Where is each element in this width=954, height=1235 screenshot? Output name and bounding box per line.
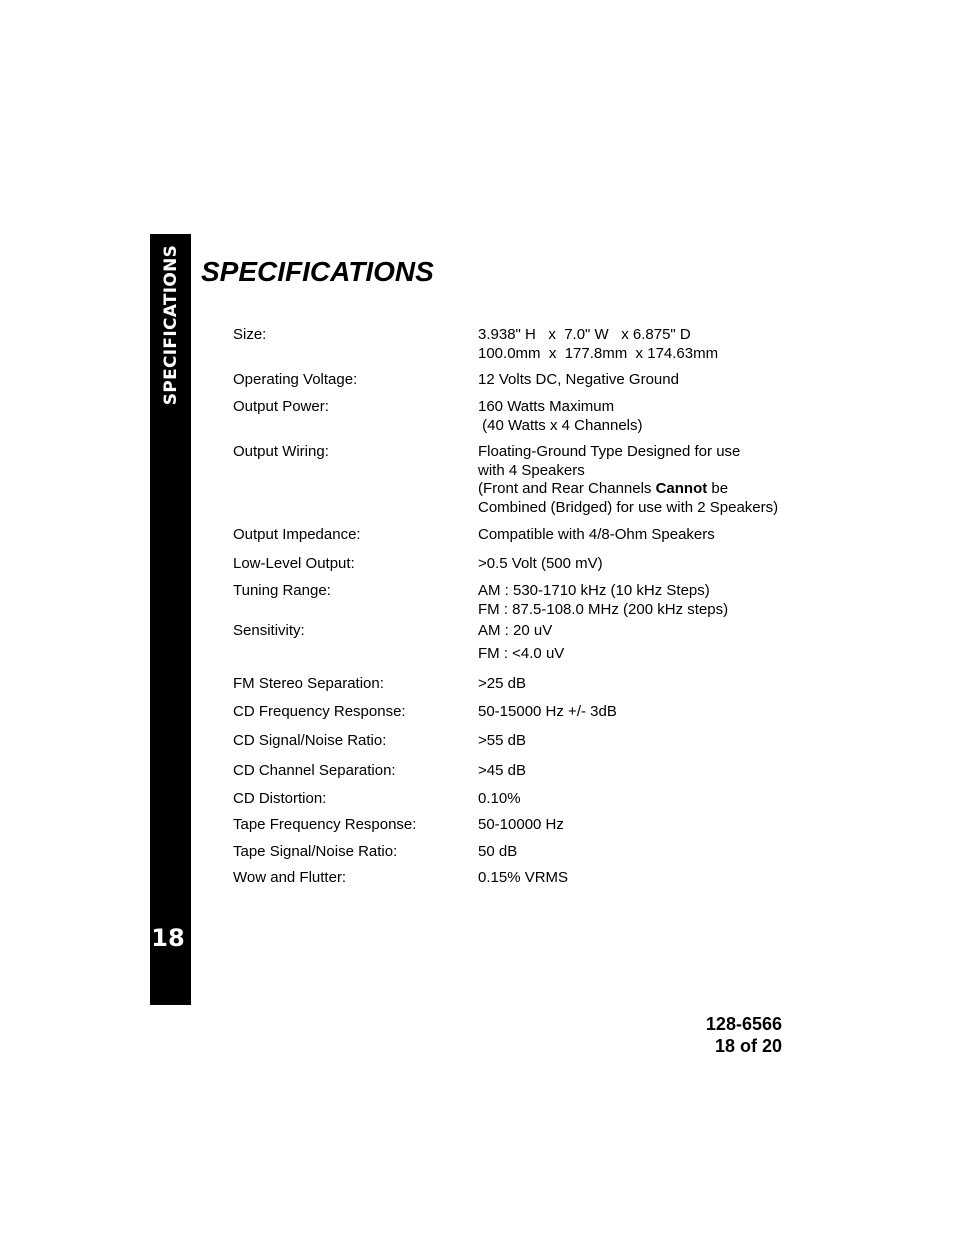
spec-label: Output Impedance:	[233, 526, 361, 543]
spec-value-line: 50-10000 Hz	[478, 816, 564, 833]
spec-value	[478, 732, 838, 751]
spec-label: Wow and Flutter:	[233, 869, 347, 886]
spec-value-fragment: be	[707, 480, 729, 497]
spec-label: Tape Signal/Noise Ratio:	[233, 843, 398, 860]
spec-value-line: Combined (Bridged) for use with 2 Speakers)	[478, 498, 779, 516]
spec-value	[478, 398, 838, 435]
side-tab-label-wrap	[154, 244, 188, 406]
side-tab-label: SPECIFICATIONS	[161, 244, 182, 406]
spec-value	[478, 555, 838, 574]
spec-value	[478, 326, 838, 363]
spec-value	[478, 816, 838, 835]
spec-value-line: FM : 87.5-108.0 MHz (200 kHz steps)	[478, 600, 729, 618]
spec-label: Size:	[233, 326, 267, 343]
spec-label: CD Channel Separation:	[233, 762, 396, 779]
spec-value	[478, 703, 838, 722]
spec-value-line: 0.15% VRMS	[478, 869, 569, 886]
spec-value	[478, 622, 838, 641]
spec-value-emphasis: Cannot	[655, 480, 708, 497]
spec-value	[478, 675, 838, 694]
spec-label: Tape Frequency Response:	[233, 816, 417, 833]
spec-value-line: Floating-Ground Type Designed for use	[478, 443, 741, 460]
spec-value	[478, 869, 838, 888]
spec-label: CD Distortion:	[233, 790, 327, 807]
spec-label: Sensitivity:	[233, 622, 305, 639]
spec-value-line: 160 Watts Maximum	[478, 398, 615, 415]
spec-value	[478, 443, 838, 517]
spec-value-line: AM : 20 uV	[478, 622, 553, 639]
spec-value	[478, 582, 838, 619]
spec-value-line: (40 Watts x 4 Channels)	[478, 416, 643, 434]
spec-value	[478, 645, 838, 664]
side-tab-bar	[150, 234, 191, 1005]
spec-value-line: >55 dB	[478, 732, 526, 749]
page-title: SPECIFICATIONS	[201, 256, 434, 287]
spec-value-line: 50 dB	[478, 843, 518, 860]
spec-value	[478, 843, 838, 862]
spec-value	[478, 790, 838, 809]
spec-value-line: 50-15000 Hz +/- 3dB	[478, 703, 617, 720]
spec-value-line: >25 dB	[478, 675, 526, 692]
spec-label: FM Stereo Separation:	[233, 675, 384, 692]
spec-label: Low-Level Output:	[233, 555, 355, 572]
spec-value-line: FM : <4.0 uV	[478, 645, 565, 662]
side-page-number: 18	[151, 924, 185, 952]
spec-value-line: >0.5 Volt (500 mV)	[478, 555, 603, 572]
spec-label: Output Power:	[233, 398, 329, 415]
spec-value-line: 0.10%	[478, 790, 521, 807]
spec-value-line: 3.938" H x 7.0" W x 6.875" D	[478, 326, 691, 343]
spec-value-line: Compatible with 4/8-Ohm Speakers	[478, 526, 715, 543]
spec-label: CD Frequency Response:	[233, 703, 406, 720]
spec-value-line: with 4 Speakers	[478, 461, 585, 479]
spec-label: Output Wiring:	[233, 443, 329, 460]
spec-label: CD Signal/Noise Ratio:	[233, 732, 387, 749]
spec-value-line: >45 dB	[478, 762, 526, 779]
document-number: 128-6566	[705, 1014, 782, 1034]
spec-value-line	[478, 480, 838, 499]
spec-value	[478, 371, 838, 390]
page-of-count: 18 of 20	[714, 1036, 782, 1056]
spec-label: Tuning Range:	[233, 582, 331, 599]
spec-value-line: 12 Volts DC, Negative Ground	[478, 371, 679, 388]
spec-value-line: AM : 530-1710 kHz (10 kHz Steps)	[478, 582, 710, 599]
spec-value	[478, 526, 838, 545]
document-number-block	[706, 1013, 782, 1057]
spec-value	[478, 762, 838, 781]
spec-value-line: 100.0mm x 177.8mm x 174.63mm	[478, 344, 719, 362]
spec-value-fragment: (Front and Rear Channels	[478, 480, 656, 497]
spec-label: Operating Voltage:	[233, 371, 358, 388]
